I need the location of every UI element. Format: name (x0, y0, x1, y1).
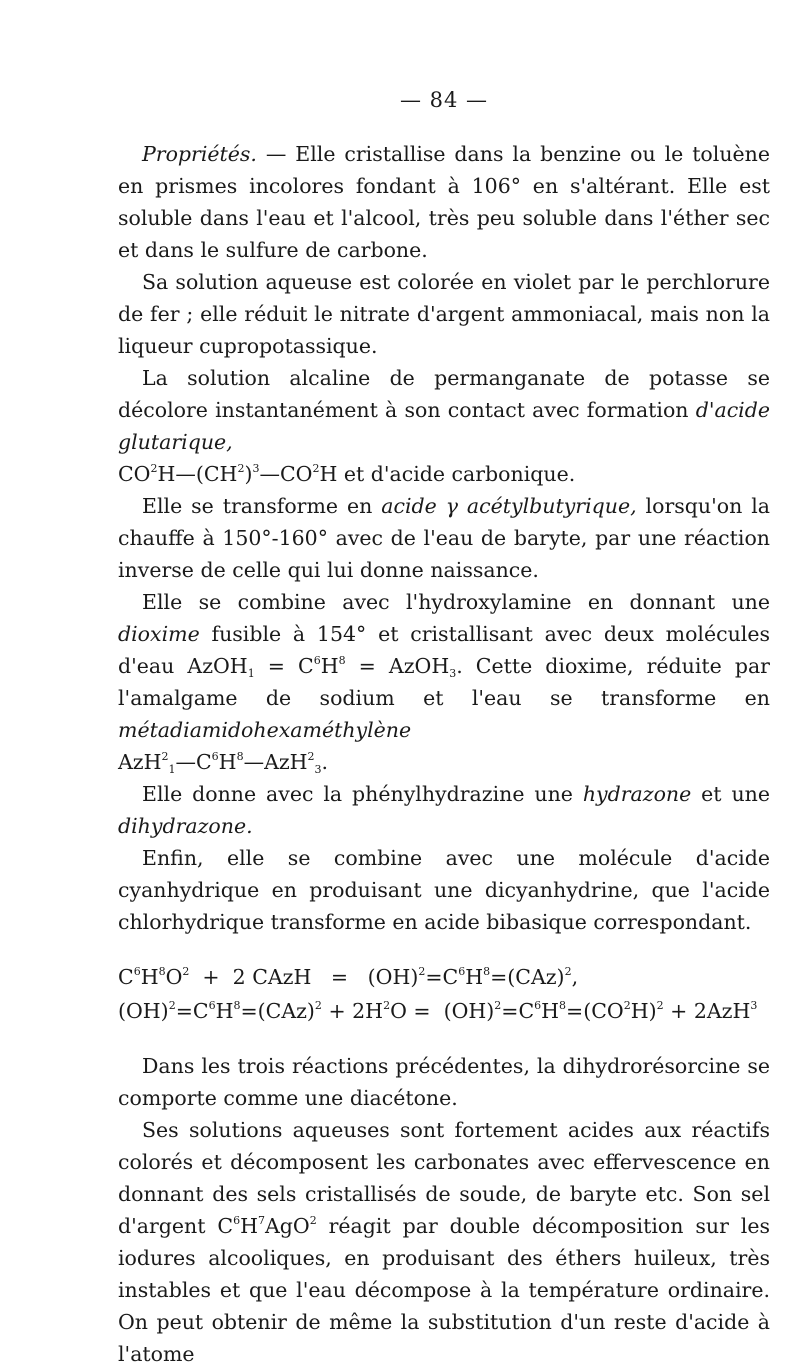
formula-silver-salt: $C^6H^7AgO^2$ (217, 1214, 317, 1238)
section-lead: Propriétés. (142, 142, 257, 166)
italic-term: dihydrazone. (118, 814, 253, 838)
paragraph-cyanhydrin (118, 842, 770, 938)
paragraph-salts (118, 1114, 770, 1370)
formula-diamine: $AzH^2_1—C^6H^8—AzH^2_3$. (118, 750, 329, 776)
paragraph-diacetone (118, 1050, 770, 1114)
paragraph-text: fusible à 154° et cristallisant avec deux molécules d'eau (118, 622, 770, 678)
italic-term: hydrazone (582, 782, 692, 806)
paragraph-text: Enfin, elle se combine avec une molécule d'acide cyanhydrique en produisant une dicyanhydrine, que l'acide chlorhydrique transforme en acide bibasique correspondant. (118, 846, 770, 934)
paragraph-properties (118, 138, 770, 266)
paragraph-text: . Cette dioxime, réduite par l'amalgame de sodium et l'eau se transforme en (118, 654, 770, 710)
paragraph-hydroxylamine (118, 586, 770, 778)
paragraph-text: réagit par double décomposition sur les iodures alcooliques, en produisant des éthers huileux, très instables et que l'eau décompose à la température ordinaire. On peut obtenir de même la substitution d'un reste d'acide à l'atome (118, 1214, 770, 1366)
equation-1: $C^6H^8O^2 + 2$ CAzH = $(OH)^2=C^6H^8=(CAz)^2$, (118, 965, 579, 989)
paragraph-transform (118, 490, 770, 586)
paragraph-permanganate (118, 362, 770, 490)
paragraph-solution (118, 266, 770, 362)
paragraph-text: Sa solution aqueuse est colorée en violet par le perchlorure de fer ; elle réduit le nitrate d'argent ammoniacal, mais non la liqueur cupropotassique. (118, 270, 770, 358)
paragraph-text: Ses solutions aqueuses sont fortement acides aux réactifs colorés et décomposent les carbonates avec effervescence en donnant des sels cristallisés de soude, de baryte etc. Son sel d'argent (118, 1118, 770, 1238)
paragraph-text: lorsqu'on la chauffe à 150°-160° avec de l'eau de baryte, par une réaction inverse de celle qui lui donne naissance. (118, 494, 771, 582)
paragraph-text: et d'acide carbonique. (337, 462, 576, 486)
paragraph-text: et une (691, 782, 770, 806)
italic-term: dioxime (118, 622, 200, 646)
paragraph-hydrazine (118, 778, 770, 842)
paragraph-text: Elle se transforme en (142, 494, 382, 518)
italic-term: d'acide glutarique, (118, 398, 770, 454)
paragraph-text: Elle se combine avec l'hydroxylamine en donnant une (142, 590, 770, 614)
italic-term: acide γ acétylbutyrique, (381, 494, 637, 518)
formula-dioxime: AzOH$_1$ = $C^6H^8$ = AzOH$_3$ (187, 654, 457, 680)
equation-2: $(OH)^2=C^6H^8=(CAz)^2 + 2H^2O = (OH)^2=C^6H^8=(CO^2H)^2 + 2AzH^3$ (118, 999, 758, 1023)
paragraph-text: La solution alcaline de permanganate de potasse se décolore instantanément à son contact avec formation (118, 366, 770, 422)
paragraph-text: Dans les trois réactions précédentes, la dihydrorésorcine se comporte comme une diacétone. (118, 1054, 770, 1110)
paragraph-text: Elle donne avec la phénylhydrazine une (142, 782, 583, 806)
italic-term: métadiamidohexaméthylène (118, 718, 412, 742)
formula-glutaric: $CO^2H—(CH^2)^3—CO^2H$ (118, 462, 338, 486)
page-number: — 84 — (399, 88, 489, 112)
paragraph-text: — Elle cristallise dans la benzine ou le toluène en prismes incolores fondant à 106° en s'altérant. Elle est soluble dans l'eau et l'alcool, très peu soluble dans l'éther sec et dans le sulfure de carbone. (118, 142, 770, 262)
equation-block (118, 960, 770, 1028)
